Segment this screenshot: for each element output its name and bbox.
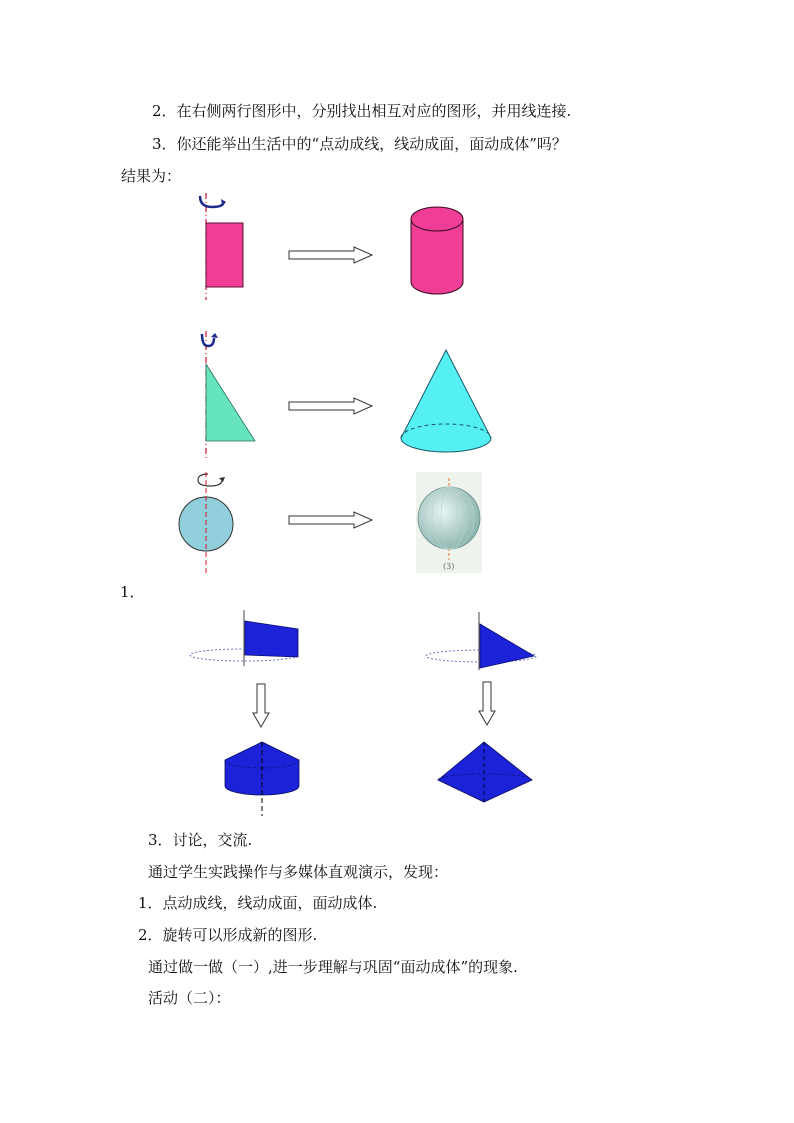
conclusion-point-1: 1．点动成线，线动成面，面动成体. xyxy=(138,894,378,912)
rotation-arrow-icon xyxy=(202,333,218,346)
truncated-solid xyxy=(222,738,306,818)
green-triangle xyxy=(206,364,255,441)
cone xyxy=(398,346,494,458)
circle-rotation-figure xyxy=(170,468,242,576)
conclusion-intro: 通过学生实践操作与多媒体直观演示，发现： xyxy=(148,863,449,881)
rotation-arrow-icon xyxy=(200,196,226,207)
trapezoid-rotation-figure xyxy=(188,608,308,668)
triangle-rotation-figure xyxy=(190,326,260,462)
triangle-rotation-figure-2 xyxy=(424,610,540,672)
summary-line: 通过做一做（一）,进一步理解与巩固“面动成体”的现象. xyxy=(148,958,518,976)
pink-rectangle xyxy=(206,223,243,287)
conclusion-point-2: 2．旋转可以形成新的图形. xyxy=(138,926,318,944)
discuss-line: 3．讨论，交流. xyxy=(148,831,253,849)
item-1-label: 1． xyxy=(120,583,145,601)
sphere xyxy=(416,472,482,562)
down-arrow-icon xyxy=(478,681,496,727)
double-cone-solid xyxy=(436,740,536,806)
activity-2-heading: 活动（二）： xyxy=(148,989,231,1007)
right-arrow-icon xyxy=(288,246,374,264)
down-arrow-icon xyxy=(252,683,270,729)
right-arrow-icon xyxy=(288,511,374,529)
rectangle-rotation-figure xyxy=(190,188,260,303)
instruction-line-3: 3．你还能举出生活中的“点动成线，线动成面，面动成体”吗？ xyxy=(152,135,567,153)
instruction-line-2: 2．在右侧两行图形中，分别找出相互对应的图形，并用线连接. xyxy=(152,102,572,120)
sphere-caption: (3) xyxy=(443,562,455,571)
cylinder xyxy=(408,204,466,298)
right-arrow-icon xyxy=(288,397,374,415)
result-label: 结果为： xyxy=(121,167,182,185)
rotation-arrow-icon xyxy=(198,474,225,486)
